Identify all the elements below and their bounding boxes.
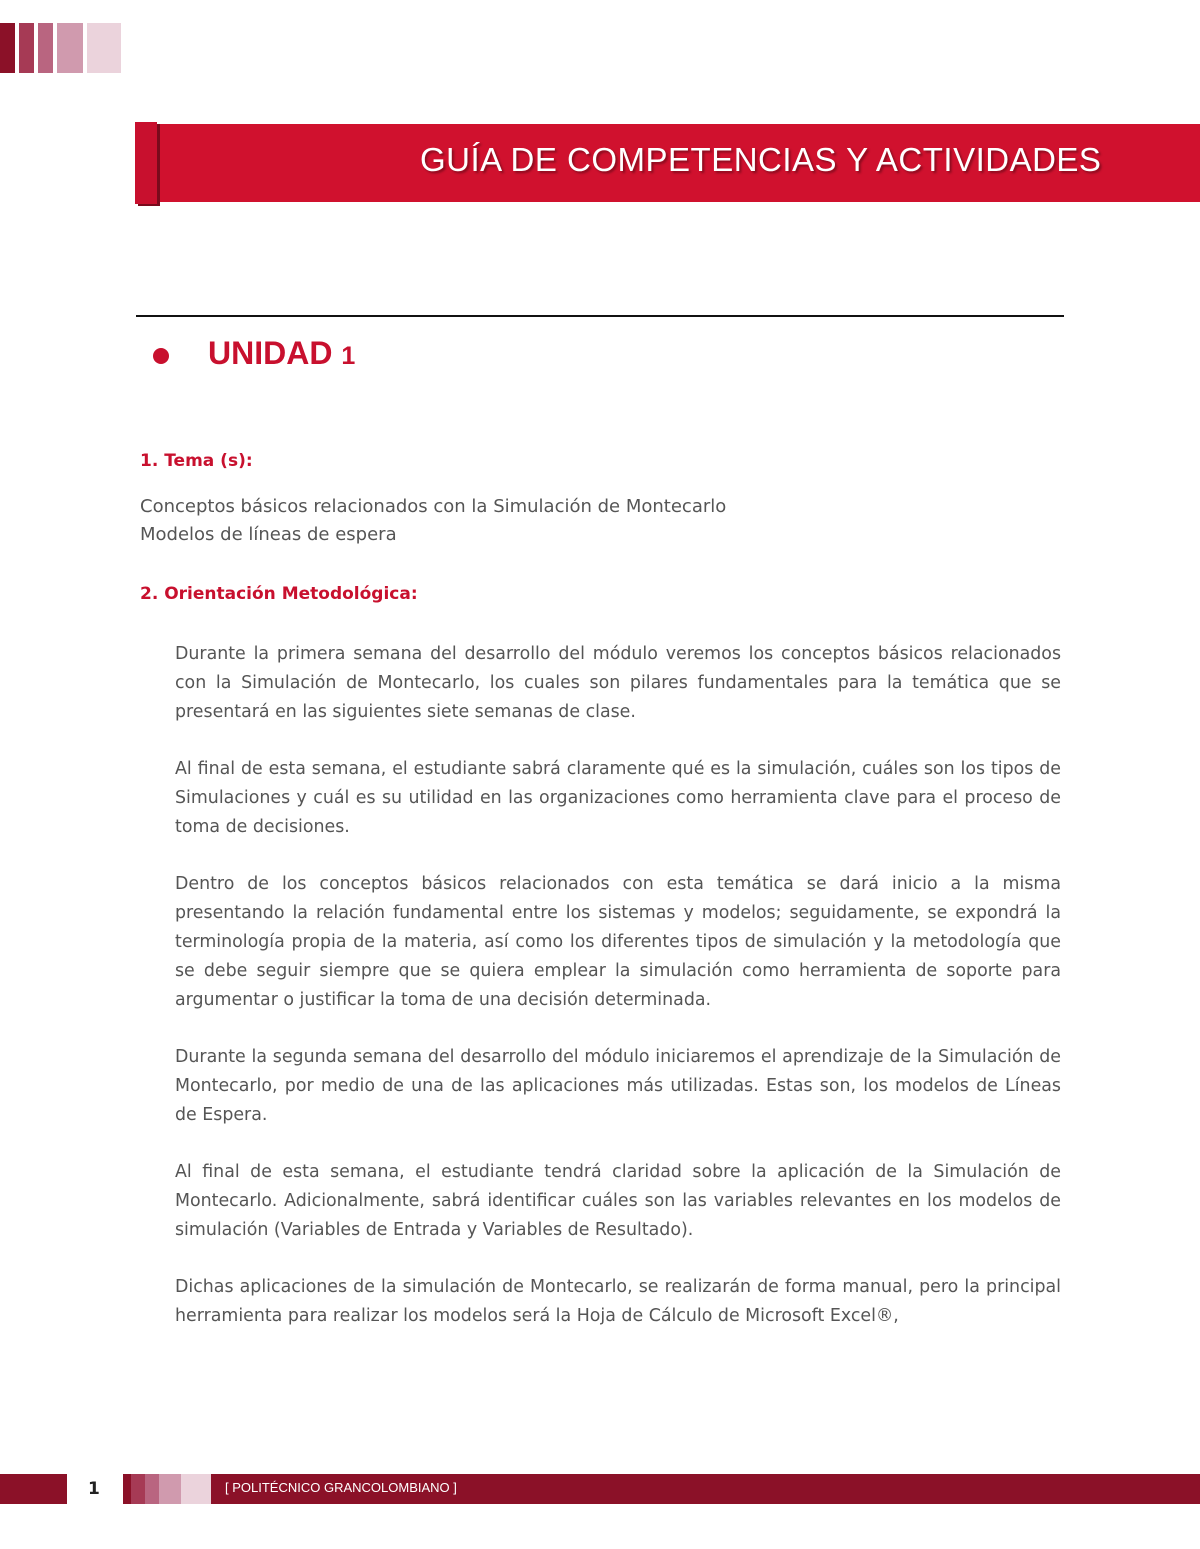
page-title: GUÍA DE COMPETENCIAS Y ACTIVIDADES	[420, 141, 1102, 178]
unit-label: UNIDAD	[208, 335, 333, 371]
methodology-body	[175, 640, 1061, 1359]
paragraph: Dentro de los conceptos básicos relacionados con esta temática se dará inicio a la misma presentando la relación fundamental entre los sistemas y modelos; seguidamente, se expondrá la terminología propia de la materia, así como los diferentes tipos de simulación y la metodología que se debe seguir siempre que se quiera emplear la simulación como herramienta de soporte para argumentar o justificar la toma de una decisión determinada.	[175, 874, 1061, 1010]
footer-decoration	[131, 1474, 211, 1504]
section-heading-orientacion: 2. Orientación Metodológica:	[140, 584, 418, 604]
topic-item: Modelos de líneas de espera	[140, 524, 397, 545]
bullet-icon	[153, 348, 169, 364]
unit-number: 1	[341, 342, 356, 370]
divider	[136, 315, 1064, 317]
topic-item: Conceptos básicos relacionados con la Simulación de Montecarlo	[140, 496, 727, 517]
paragraph: Al final de esta semana, el estudiante tendrá claridad sobre la aplicación de la Simulación de Montecarlo. Adicionalmente, sabrá identificar cuáles son las variables relevantes en los modelos de simulación (Variables de Entrada y Variables de Resultado).	[175, 1162, 1061, 1240]
corner-decoration	[0, 23, 125, 73]
section-heading-tema: 1. Tema (s):	[140, 451, 253, 471]
paragraph: Dichas aplicaciones de la simulación de Montecarlo, se realizarán de forma manual, pero la principal herramienta para realizar los modelos será la Hoja de Cálculo de Microsoft Excel®,	[175, 1277, 1061, 1326]
paragraph: Al final de esta semana, el estudiante sabrá claramente qué es la simulación, cuáles son los tipos de Simulaciones y cuál es su utilidad en las organizaciones como herramienta clave para el proceso de toma de decisiones.	[175, 759, 1061, 837]
page-number: 1	[88, 1479, 100, 1499]
unit-heading	[208, 335, 355, 372]
paragraph: Durante la primera semana del desarrollo del módulo veremos los conceptos básicos relacionados con la Simulación de Montecarlo, los cuales son pilares fundamentales para la temática que se presentará en las siguientes siete semanas de clase.	[175, 644, 1061, 722]
paragraph: Durante la segunda semana del desarrollo del módulo iniciaremos el aprendizaje de la Simulación de Montecarlo, por medio de una de las aplicaciones más utilizadas. Estas son, los modelos de Líneas de Espera.	[175, 1047, 1061, 1125]
header-number-block	[135, 122, 157, 204]
footer-institution: [ POLITÉCNICO GRANCOLOMBIANO ]	[225, 1480, 457, 1495]
